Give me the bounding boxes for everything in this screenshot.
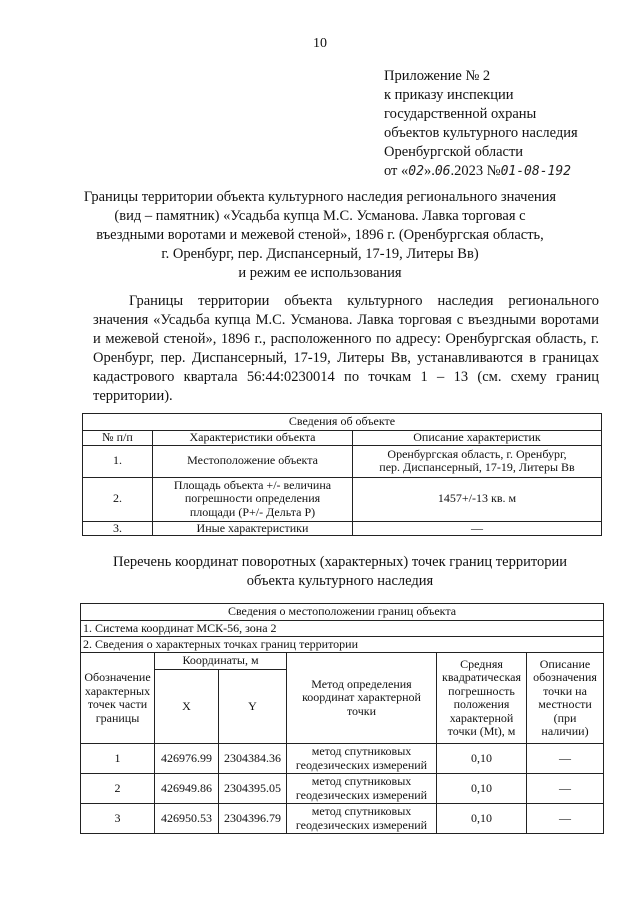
cell-method: метод спутниковых геодезических измерений [287, 774, 437, 804]
coordinates-list-title [90, 553, 590, 591]
cell-error: 0,10 [437, 804, 527, 834]
title-line: Границы территории объекта культурного наследия регионального значения [83, 189, 557, 205]
table-row [81, 804, 604, 834]
coord-table-caption: Сведения о местоположении границ объекта [81, 604, 604, 621]
points-caption: 2. Сведения о характерных точках границ территории [81, 637, 604, 653]
cell-x: 426976.99 [155, 744, 219, 774]
cell-char [153, 477, 353, 521]
header-desc: Описание обозначения точки на местности (при наличии) [527, 653, 604, 744]
cell-desc [353, 445, 602, 477]
cell-num: 3. [83, 521, 153, 536]
desc-line: пер. Диспансерный, 17-19, Литеры Вв [379, 460, 575, 474]
date-prefix: от « [384, 163, 409, 179]
header-coords: Координаты, м [155, 653, 287, 670]
cell-y: 2304395.05 [219, 774, 287, 804]
cell-point: 1 [81, 744, 155, 774]
title-line: и режим ее использования [238, 265, 402, 281]
cell-point: 3 [81, 804, 155, 834]
coordinates-table [80, 603, 604, 834]
table-row [83, 445, 602, 477]
cell-num: 1. [83, 445, 153, 477]
cell-x: 426949.86 [155, 774, 219, 804]
table-row [83, 521, 602, 536]
cell-desc: — [353, 521, 602, 536]
desc-line: Оренбургская область, г. Оренбург, [387, 446, 567, 461]
cell-x: 426950.53 [155, 804, 219, 834]
cell-char: Иные характеристики [153, 521, 353, 536]
list-title-line: объекта культурного наследия [246, 573, 434, 589]
title-line: въездными воротами и межевой стеной», 1896 г. (Оренбургская область, [96, 227, 544, 243]
cell-error: 0,10 [437, 774, 527, 804]
order-number: 01-08-192 [500, 164, 572, 179]
cell-desc: — [527, 744, 604, 774]
cell-desc: — [527, 774, 604, 804]
cell-y: 2304396.79 [219, 804, 287, 834]
list-title-line: Перечень координат поворотных (характерных) точек границ территории [112, 554, 568, 570]
document-title [60, 188, 580, 283]
cell-error: 0,10 [437, 744, 527, 774]
appendix-line: к приказу инспекции [384, 87, 514, 103]
table-row [81, 744, 604, 774]
char-line: площади (P+/- Дельта P) [189, 504, 316, 519]
header-point: Обозначение характерных точек части границы [81, 653, 155, 744]
coord-system: 1. Система координат МСК-56, зона 2 [81, 621, 604, 637]
page-number: 10 [313, 36, 327, 51]
header-method: Метод определения координат характерной точки [287, 653, 437, 744]
cell-num: 2. [83, 477, 153, 521]
title-line: г. Оренбург, пер. Диспансерный, 17-19, Литеры Вв) [161, 246, 479, 262]
header-desc: Описание характеристик [353, 431, 602, 446]
cell-desc: — [527, 804, 604, 834]
date-year: .2023 № [450, 163, 501, 179]
object-table-caption: Сведения об объекте [83, 414, 602, 431]
date-month: 06 [434, 164, 451, 179]
header-x: X [155, 670, 219, 744]
date-day: 02 [408, 164, 424, 179]
cell-point: 2 [81, 774, 155, 804]
header-char: Характеристики объекта [153, 431, 353, 446]
cell-method: метод спутниковых геодезических измерений [287, 744, 437, 774]
title-line: (вид – памятник) «Усадьба купца М.С. Усманова. Лавка торговая с [114, 208, 526, 224]
table-row [81, 774, 604, 804]
date-mid: ». [423, 163, 435, 179]
header-num: № п/п [83, 431, 153, 446]
cell-desc: 1457+/-13 кв. м [353, 477, 602, 521]
appendix-block [384, 67, 578, 181]
cell-char: Местоположение объекта [153, 445, 353, 477]
cell-y: 2304384.36 [219, 744, 287, 774]
appendix-line: объектов культурного наследия [384, 125, 578, 141]
cell-method: метод спутниковых геодезических измерений [287, 804, 437, 834]
header-error: Средняя квадратическая погрешность положения характерной точки (Mt), м [437, 653, 527, 744]
char-line: погрешности определения [184, 491, 321, 506]
description-paragraph: Границы территории объекта культурного наследия регионального значения «Усадьба купца М.С. Усманова. Лавка торговая с въездными воротами и межевой стеной», 1896 г., расположенного по адресу: Оренбургская область, г. Оренбург, пер. Диспансерный, 17-19, Литеры Вв, устанавливаются в границах кадастрового квартала 56:44:0230014 по точкам 1 – 13 (см. схему границ территории). [93, 293, 599, 404]
appendix-line: Приложение № 2 [384, 68, 491, 84]
appendix-date [384, 162, 578, 181]
appendix-line: Оренбургской области [384, 144, 524, 160]
object-table [82, 413, 602, 536]
header-y: Y [219, 670, 287, 744]
appendix-line: государственной охраны [384, 106, 537, 122]
char-line: Площадь объекта +/- величина [173, 477, 332, 492]
table-row [83, 477, 602, 521]
